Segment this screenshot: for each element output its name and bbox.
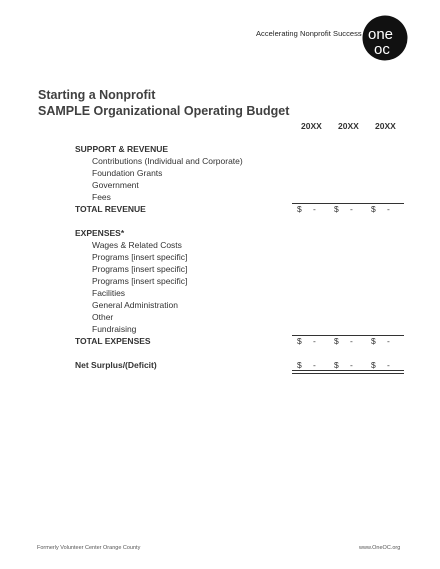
support-item: Contributions (Individual and Corporate): [92, 156, 243, 166]
currency-symbol: $: [334, 204, 339, 214]
expenses-heading: EXPENSES*: [75, 228, 125, 238]
currency-symbol: $: [297, 204, 302, 214]
year-col-1: 20XX: [301, 121, 322, 131]
currency-symbol: $: [371, 204, 376, 214]
support-item: Government: [92, 180, 139, 190]
year-col-3: 20XX: [375, 121, 396, 131]
amount-value: -: [313, 360, 316, 370]
expense-item: Programs [insert specific]: [92, 264, 188, 274]
expense-item: Fundraising: [92, 324, 137, 334]
svg-text:one: one: [368, 26, 394, 43]
expense-item: Facilities: [92, 288, 126, 298]
net-surplus-label: Net Surplus/(Deficit): [75, 360, 157, 370]
net-surplus-double-rule: [292, 370, 404, 374]
currency-symbol: $: [334, 336, 339, 346]
total-revenue-label: TOTAL REVENUE: [75, 204, 146, 214]
amount-value: -: [313, 204, 316, 214]
amount-value: -: [313, 336, 316, 346]
expense-item: Wages & Related Costs: [92, 240, 182, 250]
title-line-1: Starting a Nonprofit: [38, 88, 156, 102]
support-heading: SUPPORT & REVENUE: [75, 144, 169, 154]
expense-item: Programs [insert specific]: [92, 252, 188, 262]
title-line-2: SAMPLE Organizational Operating Budget: [38, 104, 290, 118]
tagline: Accelerating Nonprofit Success: [256, 29, 362, 38]
support-item: Fees: [92, 192, 111, 202]
amount-value: -: [350, 336, 353, 346]
currency-symbol: $: [297, 360, 302, 370]
footer-left: Formerly Volunteer Center Orange County: [37, 545, 141, 551]
oneoc-logo: [362, 15, 408, 61]
year-col-2: 20XX: [338, 121, 359, 131]
amount-value: -: [387, 336, 390, 346]
expense-item: Programs [insert specific]: [92, 276, 188, 286]
currency-symbol: $: [371, 336, 376, 346]
expense-item: Other: [92, 312, 114, 322]
currency-symbol: $: [297, 336, 302, 346]
amount-value: -: [350, 204, 353, 214]
currency-symbol: $: [334, 360, 339, 370]
svg-text:oc: oc: [374, 41, 390, 58]
support-item: Foundation Grants: [92, 168, 163, 178]
footer-right: www.OneOC.org: [359, 545, 401, 551]
currency-symbol: $: [371, 360, 376, 370]
amount-value: -: [387, 204, 390, 214]
expense-item: General Administration: [92, 300, 178, 310]
total-expenses-label: TOTAL EXPENSES: [75, 336, 151, 346]
amount-value: -: [350, 360, 353, 370]
amount-value: -: [387, 360, 390, 370]
